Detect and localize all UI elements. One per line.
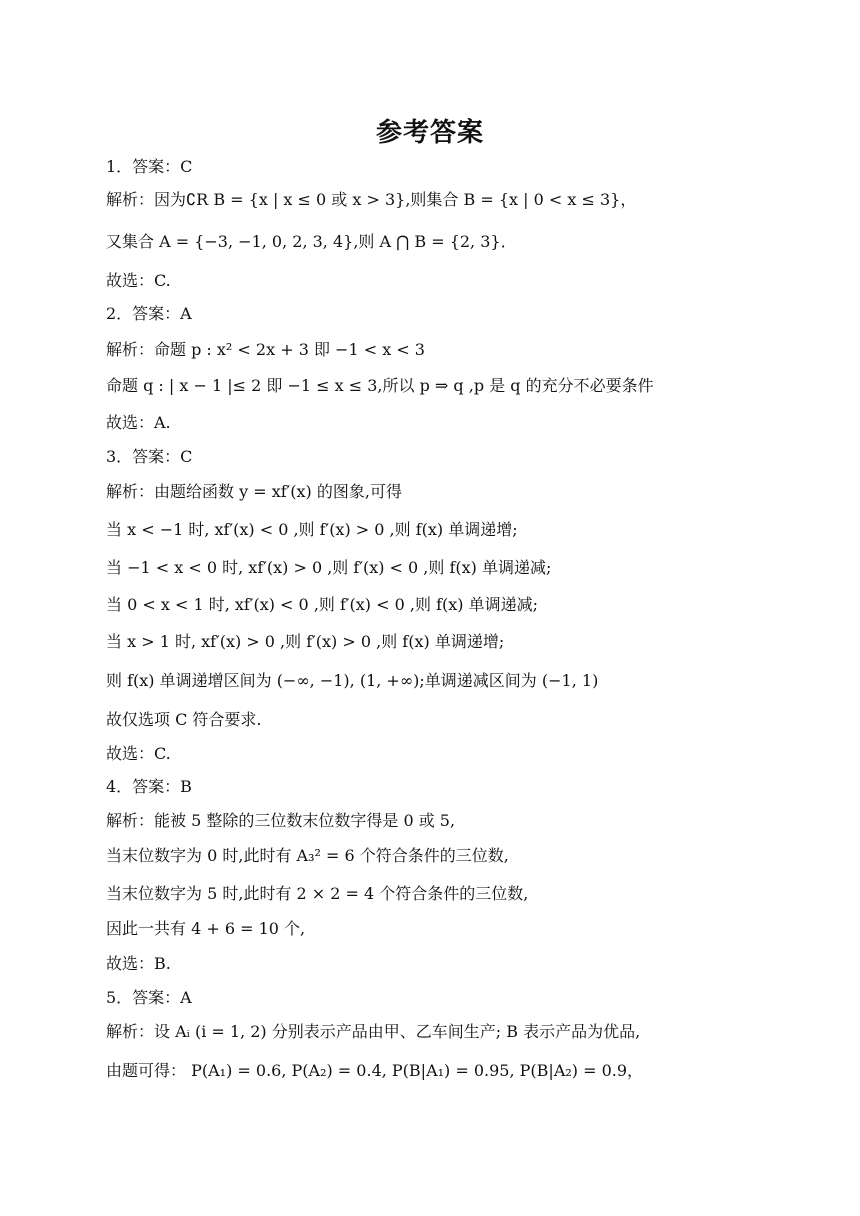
answer-2-choice: 故选：A. xyxy=(106,413,171,432)
answer-3-analysis-line: 当 x < −1 时, xf′(x) < 0 ,则 f′(x) > 0 ,则 f(x) 单调递增; xyxy=(106,520,518,539)
answer-1-analysis-line: 解析：因为∁R B = {x | x ≤ 0 或 x > 3},则集合 B = {x | 0 < x ≤ 3}， xyxy=(106,190,637,209)
answer-5-analysis-line: 解析：设 Aᵢ (i = 1, 2) 分别表示产品由甲、乙车间生产; B 表示产品为优品, xyxy=(106,1022,641,1041)
answer-5-heading: 5．答案：A xyxy=(106,988,192,1007)
answer-3-choice: 故选：C. xyxy=(106,744,171,763)
answer-2-analysis-line: 解析：命题 p : x² < 2x + 3 即 −1 < x < 3 xyxy=(106,340,425,359)
answer-5-analysis-line: 由题可得： P(A₁) = 0.6, P(A₂) = 0.4, P(B|A₁) = 0.95, P(B|A₂) = 0.9， xyxy=(106,1061,644,1080)
answer-3-analysis-line: 则 f(x) 单调递增区间为 (−∞, −1), (1, +∞);单调递减区间为 (−1, 1) xyxy=(106,671,599,690)
answer-3-analysis-line: 故仅选项 C 符合要求. xyxy=(106,710,262,729)
answer-4-analysis-line: 解析：能被 5 整除的三位数末位数字得是 0 或 5, xyxy=(106,811,456,830)
page-title: 参考答案 xyxy=(375,118,484,148)
answer-1-choice: 故选：C. xyxy=(106,271,171,290)
answer-4-analysis-line: 当末位数字为 5 时,此时有 2 × 2 = 4 个符合条件的三位数, xyxy=(106,884,529,903)
answer-3-analysis-line: 解析：由题给函数 y = xf′(x) 的图象,可得 xyxy=(106,482,402,501)
answer-3-analysis-line: 当 x > 1 时, xf′(x) > 0 ,则 f′(x) > 0 ,则 f(x) 单调递增; xyxy=(106,632,505,651)
answer-2-heading: 2．答案：A xyxy=(106,304,192,323)
answer-2-analysis-line: 命题 q : | x − 1 |≤ 2 即 −1 ≤ x ≤ 3,所以 p ⇒ q ,p 是 q 的充分不必要条件 xyxy=(106,376,654,395)
answer-4-analysis-line: 当末位数字为 0 时,此时有 A₃² = 6 个符合条件的三位数, xyxy=(106,846,509,865)
answer-3-analysis-line: 当 0 < x < 1 时, xf′(x) < 0 ,则 f′(x) < 0 ,则 f(x) 单调递减; xyxy=(106,595,538,614)
answer-4-heading: 4．答案：B xyxy=(106,777,192,796)
answer-4-analysis-line: 因此一共有 4 + 6 = 10 个, xyxy=(106,919,306,938)
answer-3-heading: 3．答案：C xyxy=(106,447,193,466)
answer-3-analysis-line: 当 −1 < x < 0 时, xf′(x) > 0 ,则 f′(x) < 0 ,则 f(x) 单调递减; xyxy=(106,558,552,577)
answer-4-choice: 故选：B. xyxy=(106,954,171,973)
answer-1-heading: 1．答案：C xyxy=(106,157,193,176)
answer-1-analysis-line: 又集合 A = {−3, −1, 0, 2, 3, 4},则 A ⋂ B = {2, 3}． xyxy=(106,232,517,251)
